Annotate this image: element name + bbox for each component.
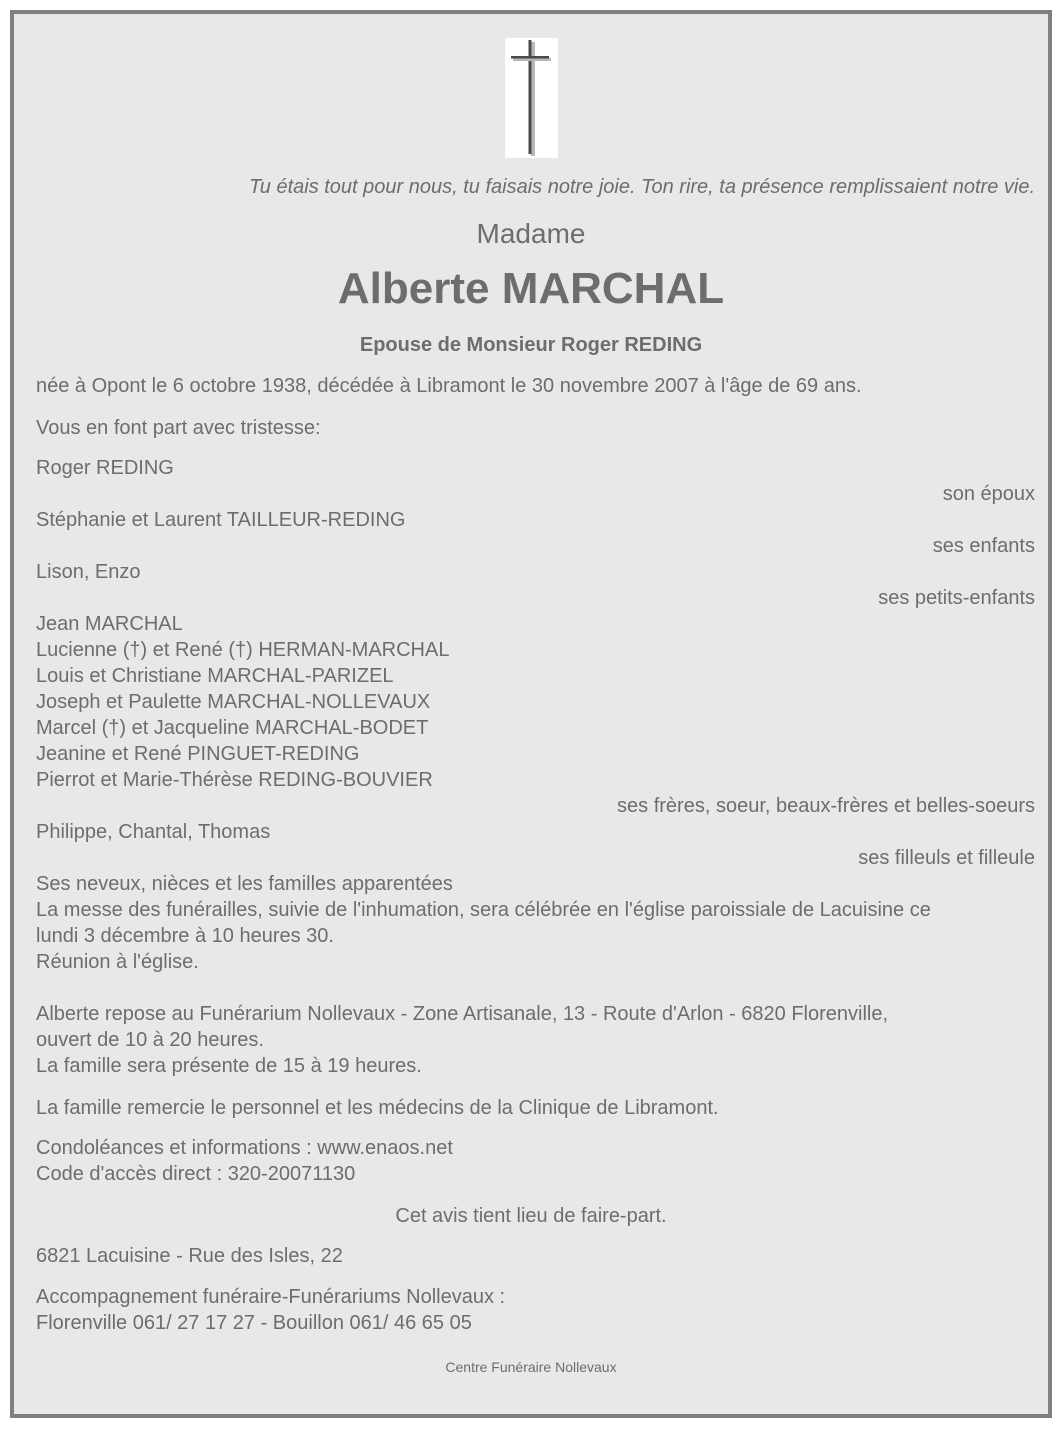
- announcement: Vous en font part avec tristesse:: [36, 417, 321, 439]
- visitation-line: ouvert de 10 à 20 heures.: [36, 1029, 264, 1051]
- cross-icon: [505, 38, 558, 158]
- family-relation: ses enfants: [932, 535, 1035, 557]
- address-line: 6821 Lacuisine - Rue des Isles, 22: [36, 1245, 343, 1267]
- family-name: Lison, Enzo: [36, 561, 141, 583]
- spouse-line: Epouse de Monsieur Roger REDING: [359, 334, 703, 356]
- deceased-name: Alberte MARCHAL: [337, 264, 725, 313]
- family-name: Joseph et Paulette MARCHAL-NOLLEVAUX: [36, 691, 431, 713]
- footer-credit: Centre Funéraire Nollevaux: [445, 1359, 617, 1375]
- family-name: Stéphanie et Laurent TAILLEUR-REDING: [36, 509, 406, 531]
- family-name: Louis et Christiane MARCHAL-PARIZEL: [36, 665, 394, 687]
- family-relation: ses filleuls et filleule: [858, 847, 1035, 869]
- family-others: Ses neveux, nièces et les familles apparentées: [36, 873, 453, 895]
- family-name: Roger REDING: [36, 457, 174, 479]
- ceremony-line: lundi 3 décembre à 10 heures 30.: [36, 925, 334, 947]
- family-name: Jeanine et René PINGUET-REDING: [36, 743, 360, 765]
- visitation-line: La famille sera présente de 15 à 19 heures.: [36, 1055, 422, 1077]
- family-relation: son époux: [942, 483, 1035, 505]
- funeral-phone-line: Florenville 061/ 27 17 27 - Bouillon 061/ 46 65 05: [36, 1312, 472, 1334]
- family-name: Marcel (†) et Jacqueline MARCHAL-BODET: [36, 717, 429, 739]
- family-name: Lucienne (†) et René (†) HERMAN-MARCHAL: [36, 639, 450, 661]
- birth-death-line: née à Opont le 6 octobre 1938, décédée à Libramont le 30 novembre 2007 à l'âge de 69 ans.: [36, 375, 862, 397]
- visitation-line: Alberte repose au Funérarium Nollevaux - Zone Artisanale, 13 - Route d'Arlon - 6820 Florenville,: [36, 1003, 889, 1025]
- family-name: Jean MARCHAL: [36, 613, 183, 635]
- honorific: Madame: [476, 218, 586, 249]
- obituary-card: [10, 10, 1052, 1418]
- family-name: Pierrot et Marie-Thérèse REDING-BOUVIER: [36, 769, 433, 791]
- family-relation: ses petits-enfants: [878, 587, 1035, 609]
- thanks-line: La famille remercie le personnel et les médecins de la Clinique de Libramont.: [36, 1097, 719, 1119]
- cross-image: [505, 38, 558, 158]
- family-name: Philippe, Chantal, Thomas: [36, 821, 271, 843]
- ceremony-line: Réunion à l'église.: [36, 951, 199, 973]
- quote: Tu étais tout pour nous, tu faisais notre joie. Ton rire, ta présence remplissaient notre vie.: [249, 176, 1035, 198]
- condolences-line: Condoléances et informations : www.enaos.net: [36, 1137, 453, 1159]
- access-code-line: Code d'accès direct : 320-20071130: [36, 1163, 356, 1185]
- funeral-service-line: Accompagnement funéraire-Funérariums Nollevaux :: [36, 1286, 506, 1308]
- ceremony-line: La messe des funérailles, suivie de l'inhumation, sera célébrée en l'église paroissiale de Lacuisine ce: [36, 899, 931, 921]
- notice-line: Cet avis tient lieu de faire-part.: [395, 1205, 667, 1227]
- family-relation: ses frères, soeur, beaux-frères et belles-soeurs: [617, 795, 1035, 817]
